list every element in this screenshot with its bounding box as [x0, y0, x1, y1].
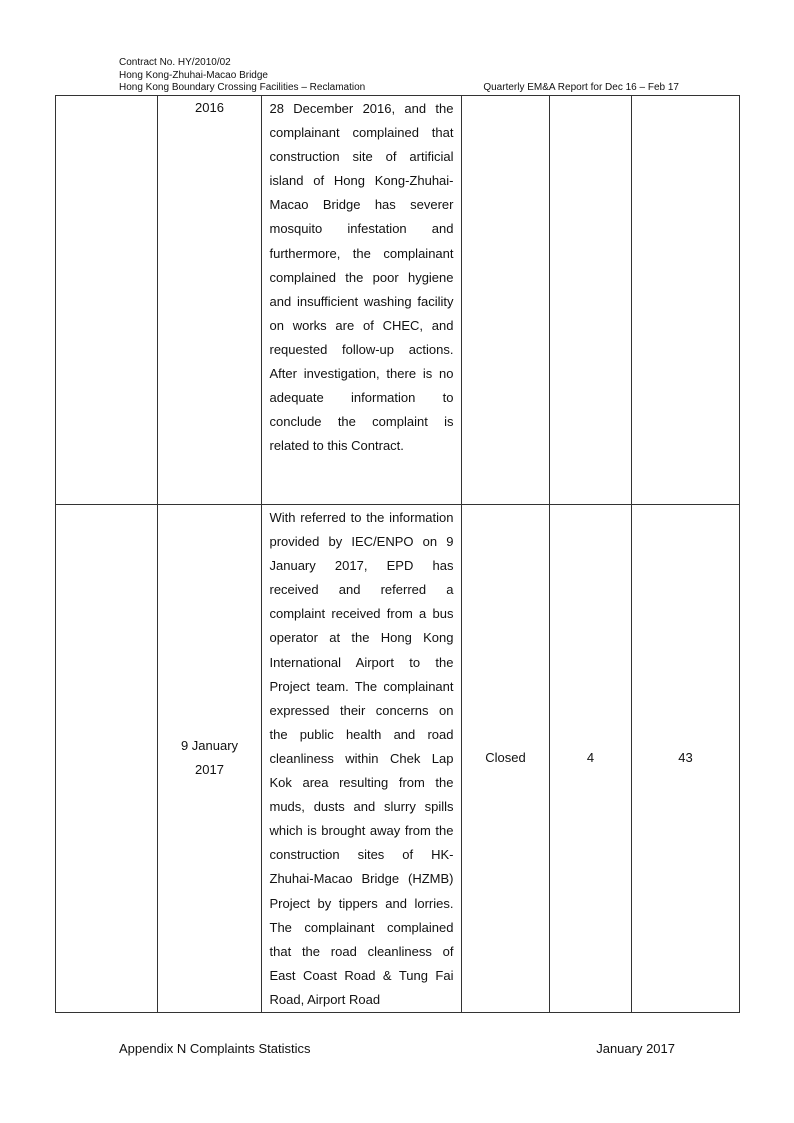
- description-text: 28 December 2016, and the complainant complained that construction site of artificial island of Hong Kong-Zhuhai-Macao Bridge has severer mosquito infestation and furthermore, the complainant complained the poor hygiene and insufficient washing facility on works are of CHEC, and requested follow-up actions. After investigation, there is no adequate information to conclude the complaint is related to this Contract.: [269, 101, 454, 454]
- complaints-table: [55, 95, 740, 1013]
- total-cell: [632, 96, 740, 505]
- description-cell: [262, 505, 462, 1013]
- status-cell: [462, 96, 550, 505]
- date-text: 9 January 2017: [180, 738, 239, 778]
- header-bottom-row: [119, 82, 679, 95]
- ref-cell: [56, 505, 158, 1013]
- status-cell: Closed: [462, 505, 550, 1013]
- count-cell: 4: [550, 505, 632, 1013]
- date-cell: 2016: [158, 96, 262, 505]
- contract-number: Contract No. HY/2010/02: [119, 57, 231, 68]
- description-cell: [262, 96, 462, 505]
- report-month: January 2017: [596, 1041, 675, 1056]
- ref-cell: [56, 96, 158, 505]
- date-cell: [158, 505, 262, 1013]
- project-name: Hong Kong-Zhuhai-Macao Bridge: [119, 69, 268, 81]
- page-header: [119, 57, 679, 95]
- facility-name: Hong Kong Boundary Crossing Facilities – Reclamation: [119, 82, 366, 93]
- page-footer: [119, 1041, 675, 1056]
- table-row: [56, 505, 740, 1013]
- total-cell: 43: [632, 505, 740, 1013]
- appendix-title: Appendix N Complaints Statistics: [119, 1041, 311, 1056]
- count-cell: [550, 96, 632, 505]
- table-row: [56, 96, 740, 505]
- description-text: With referred to the information provided by IEC/ENPO on 9 January 2017, EPD has received and referred a complaint received from a bus operator at the Hong Kong International Airport to the Project team. The complainant expressed their concerns on the public health and road cleanliness within Chek Lap Kok area resulting from the muds, dusts and slurry spills which is brought away from the construction sites of HK-Zhuhai-Macao Bridge (HZMB) Project by tippers and lorries. The complainant complained that the road cleanliness of East Coast Road & Tung Fai Road, Airport Road: [269, 510, 454, 1007]
- report-title: Quarterly EM&A Report for Dec 16 – Feb 17: [483, 82, 679, 93]
